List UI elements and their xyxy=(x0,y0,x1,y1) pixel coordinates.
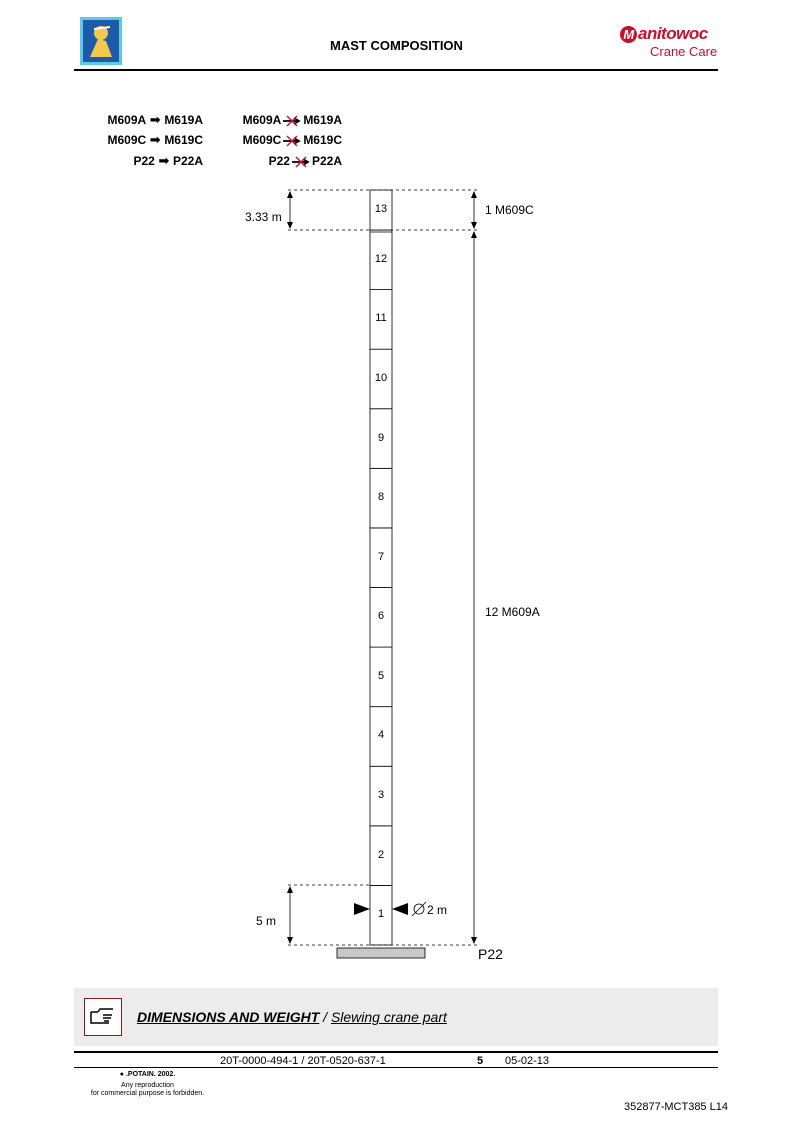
mast-segment-number: 10 xyxy=(374,371,388,384)
page-title: MAST COMPOSITION xyxy=(330,38,463,53)
base-plate xyxy=(337,948,425,958)
diameter-arrow-left xyxy=(354,903,370,915)
mast-segment-number: 7 xyxy=(377,550,385,563)
section-title xyxy=(137,1009,447,1025)
brand-name: anitowoc xyxy=(638,24,708,43)
bottom-dim-arrow-down xyxy=(287,937,293,944)
footer-rule-bottom xyxy=(74,1067,718,1068)
copyright: ● .POTAIN. 2002. xyxy=(119,1071,176,1078)
main-section-label: 12 M609A xyxy=(485,605,540,619)
page-number: 5 xyxy=(477,1055,484,1067)
top-dim-label: 3.33 m xyxy=(245,210,282,224)
mast-segment-number: 6 xyxy=(377,610,385,623)
footer-rule-top xyxy=(74,1051,718,1053)
right-main-arrow-up xyxy=(471,231,477,238)
right-main-arrow-down xyxy=(471,937,477,944)
arrow-right-icon: ➡ xyxy=(154,153,173,168)
top-section-label: 1 M609C xyxy=(485,203,534,217)
forbidden-rule-2: P22 P22A xyxy=(268,154,342,168)
arrow-right-icon: ➡ xyxy=(146,132,165,147)
mast-segment-number: 12 xyxy=(374,252,388,265)
mast-segment-number: 1 xyxy=(377,908,385,921)
mast-segments xyxy=(370,190,392,945)
mast-segment-number: 2 xyxy=(377,848,385,861)
allowed-rule-2: P22 ➡ P22A xyxy=(133,153,203,168)
forbidden-rule-0: M609A M619A xyxy=(242,113,342,127)
bottom-dim-label: 5 m xyxy=(256,914,277,928)
brand-initial: M xyxy=(620,26,637,43)
mast-segment-number: 5 xyxy=(377,669,385,682)
mast-segment-number: 4 xyxy=(377,729,385,742)
section-title-bold: DIMENSIONS AND WEIGHT xyxy=(137,1009,320,1025)
section-title-sep: / xyxy=(319,1009,331,1025)
base-label: P22 xyxy=(478,946,503,962)
reproduction-notice-2: for commercial purpose is forbidden. xyxy=(90,1090,205,1097)
diameter-arrow-right xyxy=(392,903,408,915)
reference-number: 20T-0000-494-1 / 20T-0520-637-1 xyxy=(220,1055,386,1067)
edition-date: 05-02-13 xyxy=(505,1055,550,1067)
mast-segment-number: 3 xyxy=(377,789,385,802)
mast-segment-number: 13 xyxy=(374,203,388,215)
arrow-right-icon: ➡ xyxy=(146,112,165,127)
mast-segment-number: 9 xyxy=(377,431,385,444)
top-dim-arrow-up xyxy=(287,191,293,198)
mast-segment-number: 8 xyxy=(377,491,385,504)
mast-segment-number: 11 xyxy=(375,312,387,325)
forbidden-rule-1: M609C M619C xyxy=(242,133,342,147)
diameter-label: 2 m xyxy=(427,903,448,917)
reproduction-notice-1: Any reproduction xyxy=(121,1082,174,1089)
brand-sub: Crane Care xyxy=(650,44,718,59)
document-id: 352877-MCT385 L14 xyxy=(624,1101,728,1113)
bottom-dim-arrow-up xyxy=(287,886,293,893)
right-top-arrow-down xyxy=(471,222,477,229)
right-top-arrow-up xyxy=(471,191,477,198)
section-title-rest: Slewing crane part xyxy=(330,1009,447,1025)
pointing-hand-icon xyxy=(84,998,122,1036)
allowed-rule-1: M609C ➡ M619C xyxy=(107,132,203,147)
top-dim-arrow-down xyxy=(287,222,293,229)
allowed-rule-0: M609A ➡ M619A xyxy=(107,112,203,127)
